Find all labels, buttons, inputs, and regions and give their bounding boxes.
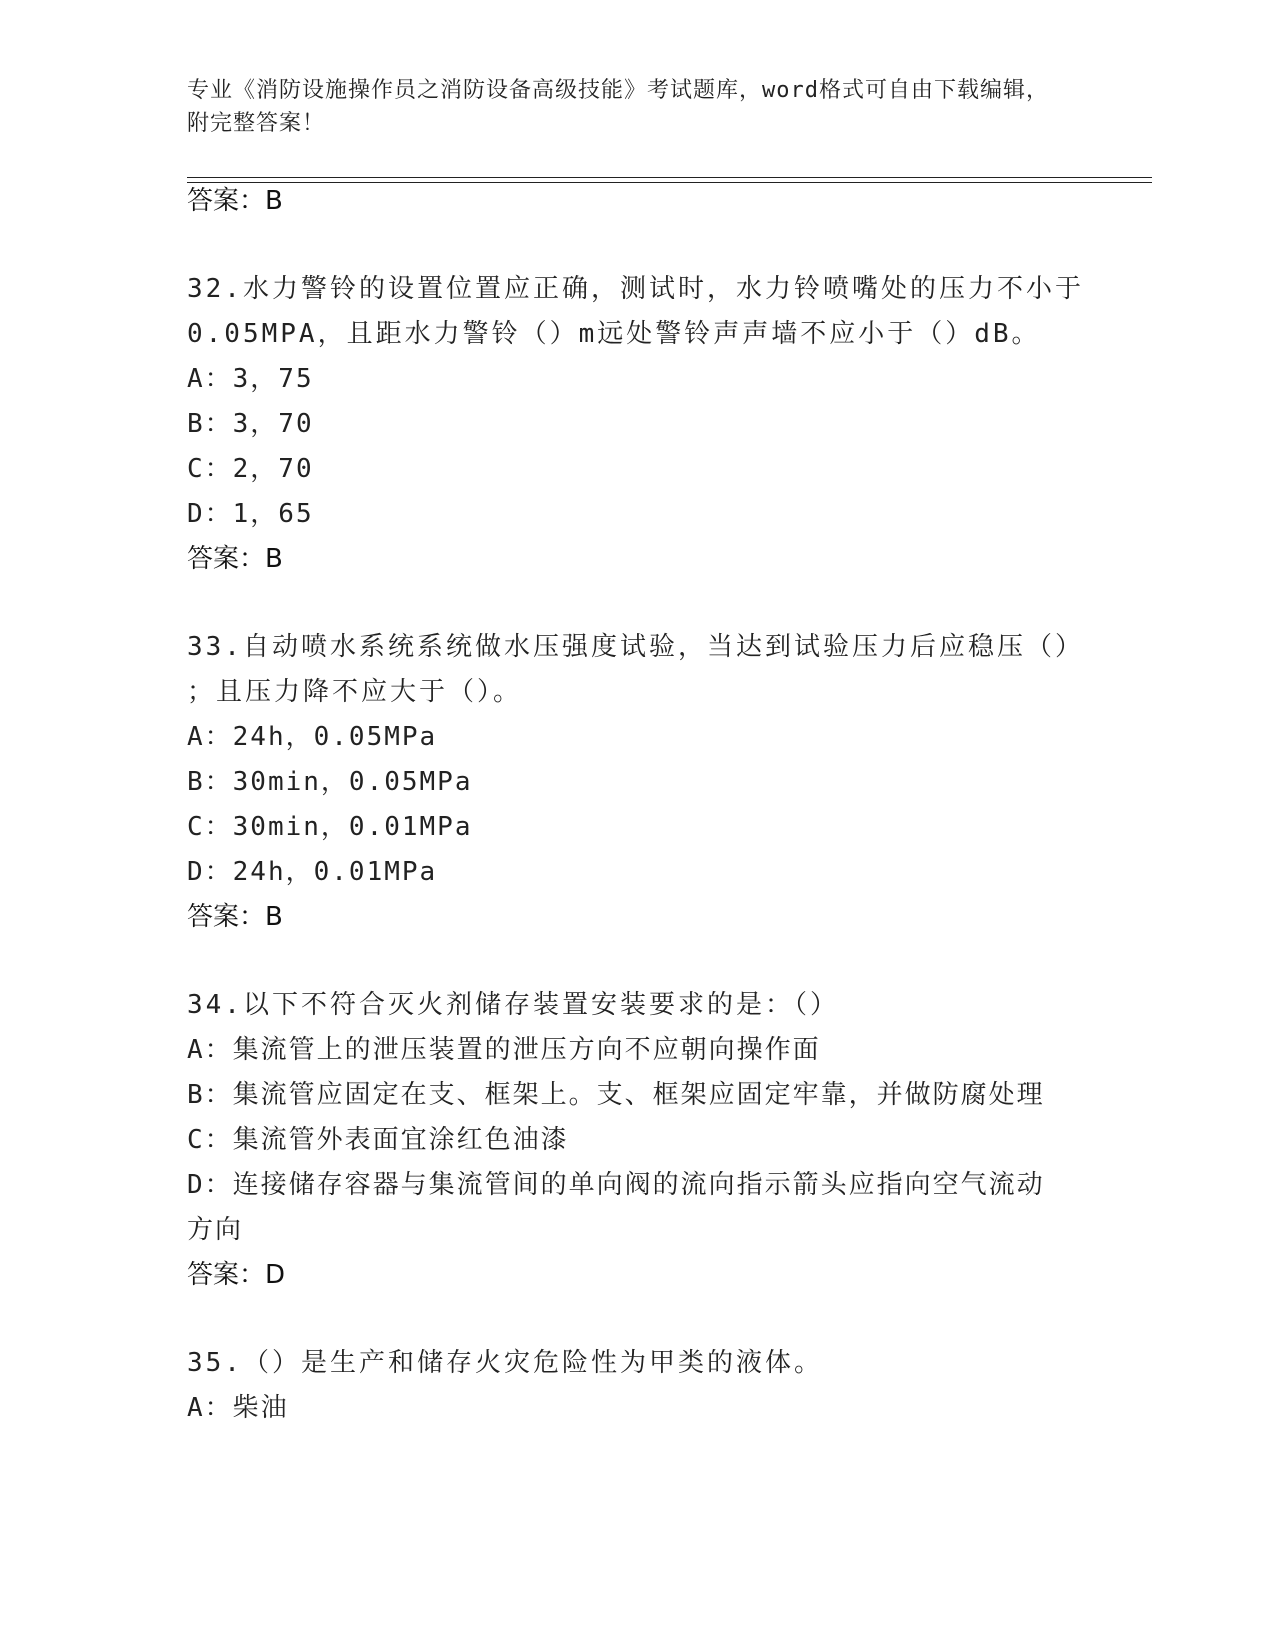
answer-line: 答案：B: [187, 544, 283, 574]
question-stem-line: ；且压力降不应大于（）。: [187, 677, 523, 707]
option-d: D：连接储存容器与集流管间的单向阀的流向指示箭头应指向空气流动: [187, 1170, 1045, 1200]
option-b: B：3，70: [187, 409, 314, 439]
option-a: A：柴油: [187, 1393, 289, 1423]
question-stem-line: 32.水力警铃的设置位置应正确，测试时，水力铃喷嘴处的压力不小于: [187, 274, 1084, 304]
option-a: A：集流管上的泄压装置的泄压方向不应朝向操作面: [187, 1035, 821, 1065]
document-header: 专业《消防设施操作员之消防设备高级技能》考试题库，word格式可自由下载编辑，附完整答案！: [187, 78, 1049, 136]
header-rule-bottom: [187, 182, 1152, 183]
option-d: D：24h，0.01MPa: [187, 857, 438, 887]
option-b: B：集流管应固定在支、框架上。支、框架应固定牢靠，并做防腐处理: [187, 1080, 1045, 1110]
option-c: C：30min，0.01MPa: [187, 812, 473, 842]
option-a: A：3，75: [187, 364, 314, 394]
answer-line: 答案：B: [187, 902, 283, 932]
question-stem-line: 33.自动喷水系统系统做水压强度试验，当达到试验压力后应稳压（）: [187, 632, 1084, 662]
answer-line: 答案：B: [187, 186, 283, 216]
header-rule-top: [187, 177, 1152, 178]
option-a: A：24h，0.05MPa: [187, 722, 438, 752]
option-d: D：1，65: [187, 499, 314, 529]
question-stem-line: 35.（）是生产和储存火灾危险性为甲类的液体。: [187, 1348, 823, 1378]
question-stem-line: 34.以下不符合灭火剂储存装置安装要求的是：（）: [187, 990, 839, 1020]
option-d-continuation: 方向: [187, 1215, 244, 1245]
option-c: C：2，70: [187, 454, 314, 484]
option-c: C：集流管外表面宜涂红色油漆: [187, 1125, 569, 1155]
question-stem-line: 0.05MPA，且距水力警铃（）m远处警铃声声墙不应小于（）dB。: [187, 319, 1041, 349]
answer-line: 答案：D: [187, 1260, 286, 1290]
option-b: B：30min，0.05MPa: [187, 767, 473, 797]
